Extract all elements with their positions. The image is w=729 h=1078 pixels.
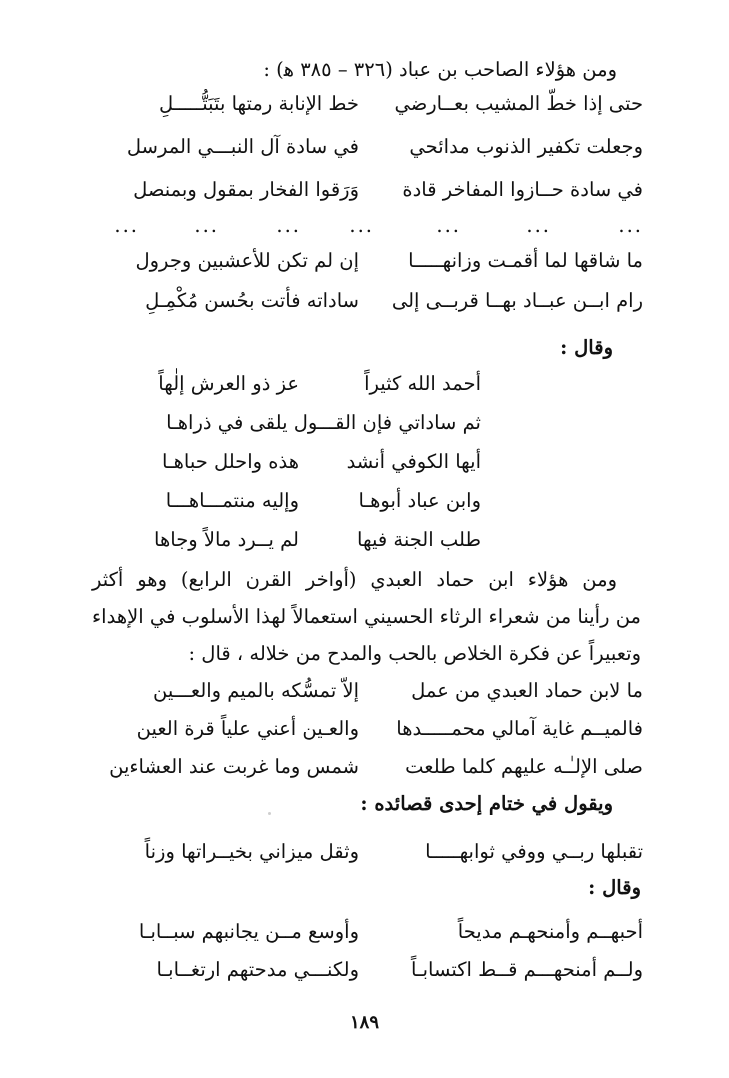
verse-second-hemistich: وأوسع مــن يجانبهم سبــابـا	[138, 920, 359, 943]
verse-second-hemistich: إلاّ تمسُّكه بالميم والعـــين	[153, 679, 359, 702]
verse-second-hemistich: وثقل ميزاني بخيــراتها وزناً	[144, 840, 359, 863]
ink-speck	[268, 812, 271, 815]
says-closing-text: ويقول في ختام إحدى قصائده :	[360, 792, 613, 815]
ellipsis: ...	[349, 214, 374, 237]
intro-line: ومن هؤلاء الصاحب بن عباد (٣٢٦ – ٣٨٥ ﻫ) :	[263, 58, 617, 81]
paragraph-line: وتعبيراً عن فكرة الخلاص بالحب والمدح من خلاله ، قال :	[188, 642, 641, 665]
verse-first-hemistich: ما شاقها لما أقمـت وزانهـــــا	[408, 249, 643, 272]
verse-line	[0, 129, 729, 165]
verse-line	[0, 914, 729, 950]
verse-first-hemistich: أحمد الله كثيراً	[364, 372, 481, 395]
verse-line	[0, 522, 729, 558]
verse-line	[0, 283, 729, 319]
paragraph-line: ومن هؤلاء ابن حماد العبدي (أواخر القرن الرابع) وهو أكثر	[92, 568, 617, 591]
verse-line	[0, 172, 729, 208]
verse-line	[0, 749, 729, 785]
verse-second-hemistich: خط الإنابة رمتها بتَبَتُّـــــلِ	[158, 92, 359, 115]
verse-line	[0, 444, 729, 480]
paragraph-line: من رأينا من شعراء الرثاء الحسيني استعمالاً لهذا الأسلوب في الإهداء	[92, 605, 641, 628]
verse-second-hemistich: في سادة آل النبـــي المرسل	[126, 135, 359, 158]
verse-line	[0, 711, 729, 747]
verse-line	[0, 366, 729, 402]
verse-first-hemistich: ولــم أمنحهـــم قــط اكتسابـاً	[410, 958, 643, 981]
verse-first-hemistich: تقبلها ربــي ووفي ثوابهـــــا	[425, 840, 643, 863]
verse-first-hemistich: أحبهــم وأمنحهـم مديحاً	[457, 920, 643, 943]
ellipsis: ...	[194, 214, 219, 237]
ellipsis: ...	[114, 214, 139, 237]
verse-first-hemistich: رام ابــن عبــاد بهــا قربــى إلى	[391, 289, 643, 312]
verse-first-hemistich: وابن عباد أبوهـا	[358, 489, 481, 512]
verse-first-hemistich: صلى الإلـٰـه عليهم كلما طلعت	[405, 755, 643, 778]
says-closing-line	[0, 786, 729, 822]
ellipsis: ...	[276, 214, 301, 237]
verse-second-hemistich: شمس وما غربت عند العشاءين	[109, 755, 359, 778]
said-label-text: وقال :	[588, 876, 641, 899]
verse-second-hemistich: والعـين أعني علياً قرة العين	[136, 717, 359, 740]
verse-line	[0, 405, 729, 441]
ellipsis: ...	[618, 214, 643, 237]
verse-first-hemistich: ما لابن حماد العبدي من عمل	[411, 679, 643, 702]
verse-second-hemistich: عز ذو العرش إلٰهاً	[158, 372, 299, 395]
verse-first-hemistich: في سادة حــازوا المفاخر قادة	[402, 178, 643, 201]
verse-first-hemistich: فالميــم غاية آمالي محمـــــدها	[396, 717, 643, 740]
verse-second-hemistich: إن لم تكن للأعشبين وجرول	[135, 249, 359, 272]
said-label	[0, 870, 729, 906]
verse-second-hemistich: ولكنـــي مدحتهم ارتغــابـا	[156, 958, 359, 981]
verse-line	[0, 673, 729, 709]
ellipsis: ...	[436, 214, 461, 237]
verse-line	[0, 86, 729, 122]
said-label	[0, 330, 729, 366]
page-number: ١٨٩	[349, 1012, 379, 1033]
verse-line	[0, 483, 729, 519]
verse-first-hemistich: حتى إذا خطّ المشيب بعــارضي	[394, 92, 643, 115]
said-label-text: وقال :	[560, 336, 613, 359]
verse-first-hemistich: أيها الكوفي أنشد	[346, 450, 481, 473]
verse-second-hemistich: هذه واحلل حباهـا	[161, 450, 299, 473]
verse-second-hemistich: ساداته فأتت بحُسن مُكْمِـلِ	[145, 289, 359, 312]
ellipsis-line	[0, 208, 729, 244]
verse-line	[0, 952, 729, 988]
ellipsis: ...	[526, 214, 551, 237]
verse-line	[0, 243, 729, 279]
verse-line	[0, 834, 729, 870]
verse-second-hemistich: لم يــرد مالاً وجاها	[154, 528, 299, 551]
verse-second-hemistich: وإليه منتمـــاهـــا	[165, 489, 299, 512]
verse-first-hemistich: ثم ساداتي فإن القـــول يلقى في ذراهـا	[166, 411, 481, 434]
verse-first-hemistich: طلب الجنة فيها	[357, 528, 481, 551]
verse-first-hemistich: وجعلت تكفير الذنوب مدائحي	[409, 135, 643, 158]
verse-second-hemistich: وَرَقوا الفخار بمقول وبمنصل	[133, 178, 359, 201]
